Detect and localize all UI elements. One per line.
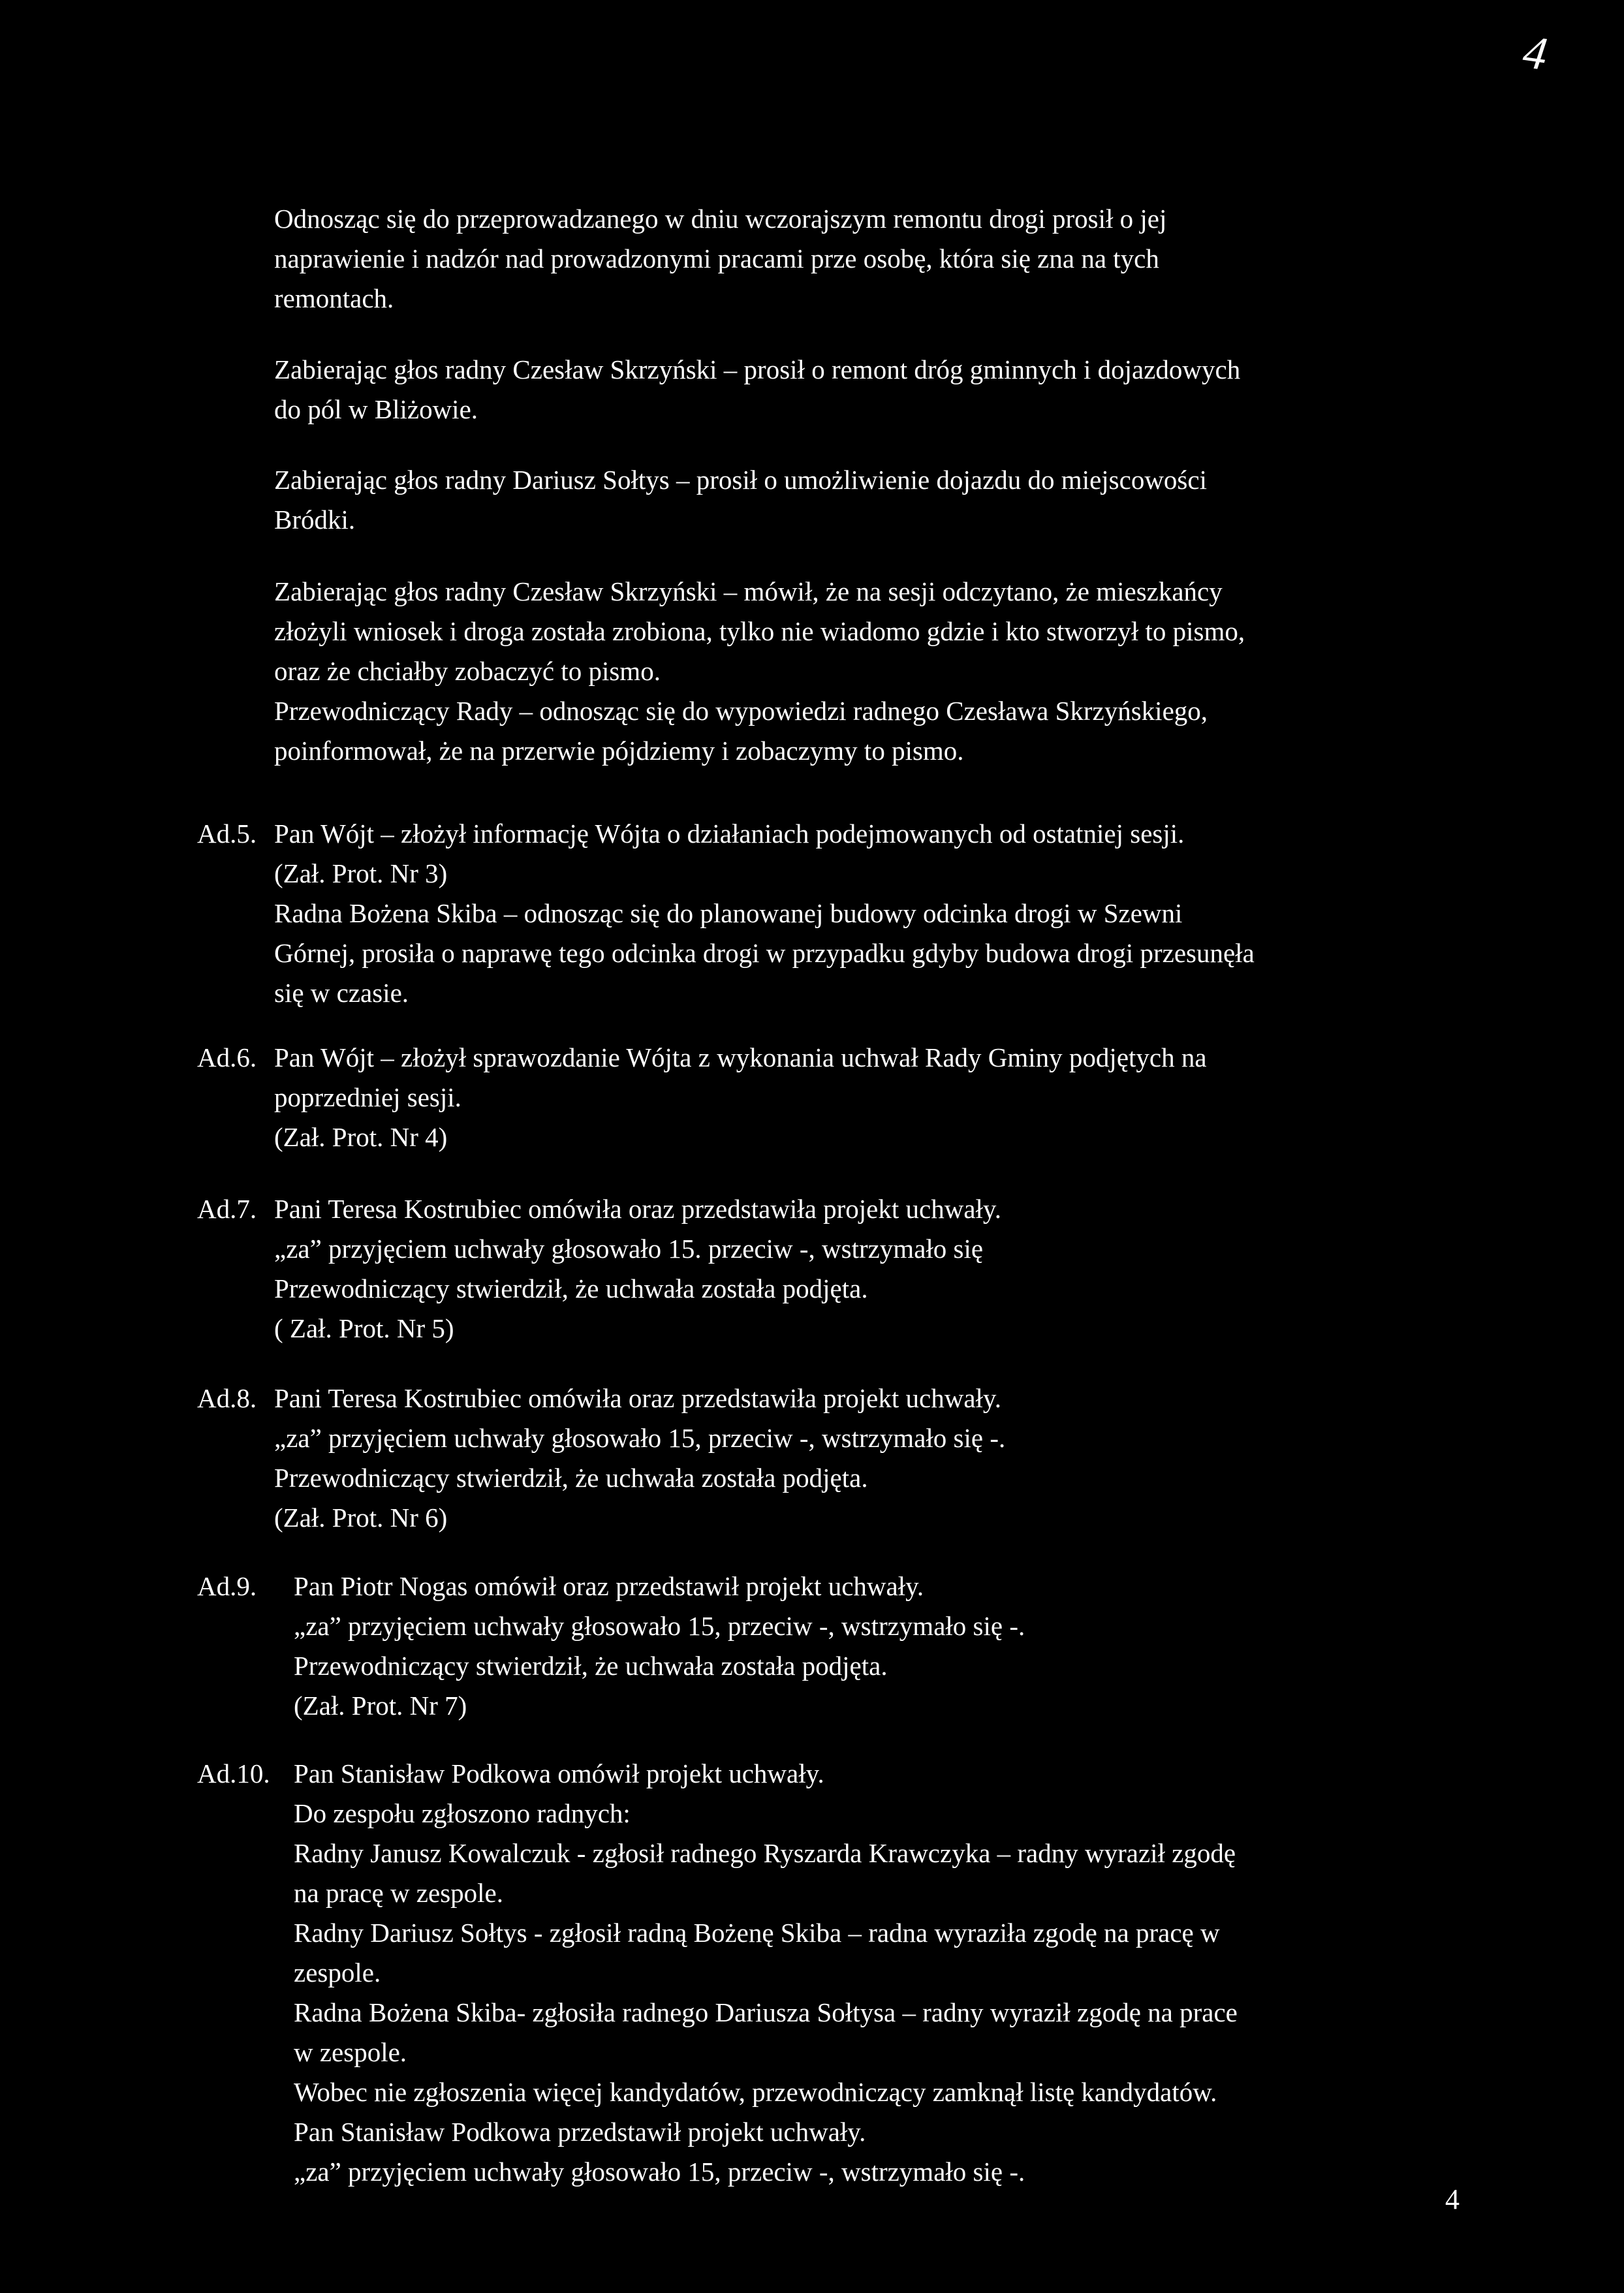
handwritten-page-mark: 4 (1520, 25, 1551, 81)
paragraph-petition-letter: Zabierając głos radny Czesław Skrzyński – mówił, że na sesji odczytano, że mieszkańcy złożyli wniosek i droga została zrobiona, tylko nie wiadomo gdzie i kto stworzył to pismo, oraz że chciałby zobaczyć to pismo. Przewodniczący Rady – odnosząc się do wypowiedzi radnego Czesława Skrzyńskiego, poinformował, że na przerwie pójdziemy i zobaczymy to pismo. (274, 576, 1245, 766)
agenda-item-7 (197, 1189, 1503, 1343)
agenda-text: Pan Wójt – złożył informację Wójta o działaniach podejmowanych od ostatniej sesji. (Zał. Prot. Nr 3) Radna Bożena Skiba – odnosząc się do planowanej budowy odcinka drogi w Szewni Górnej, prosiła o naprawę tego odcinka drogi w przypadku gdyby budowa drogi przesunęła się w czasie. (274, 819, 1255, 1008)
agenda-label: Ad.5. (197, 819, 257, 849)
agenda-item-6 (197, 1038, 1503, 1157)
agenda-text: Pan Stanisław Podkowa omówił projekt uchwały. Do zespołu zgłoszono radnych: Radny Janusz Kowalczuk - zgłosił radnego Ryszarda Krawczyka – radny wyraził zgodę na pracę w zespole. Radny Dariusz Sołtys - zgłosił radną Bożenę Skiba – radna wyraziła zgodę na pracę w zespole. Radna Bożena Skiba- zgłosiła radnego Dariusza Sołtysa – radny wyraził zgodę na prace w zespole. Wobec nie zgłoszenia więcej kandydatów, przewodniczący zamknął listę kandydatów. Pan Stanisław Podkowa przedstawił projekt uchwały. „za” przyjęciem uchwały głosowało 15, przeciw -, wstrzymało się -. (294, 1758, 1238, 2187)
agenda-label: Ad.10. (197, 1758, 270, 1788)
agenda-label: Ad.9. (197, 1571, 257, 1601)
agenda-text: Pan Wójt – złożył sprawozdanie Wójta z wykonania uchwał Rady Gminy podjętych na poprzedniej sesji. (Zał. Prot. Nr 4) (274, 1042, 1207, 1152)
agenda-label: Ad.8. (197, 1383, 257, 1413)
paragraph-blizow-roads: Zabierając głos radny Czesław Skrzyński – prosił o remont dróg gminnych i dojazdowych do pól w Bliżowie. (274, 354, 1241, 424)
agenda-item-10 (197, 1754, 1503, 2187)
agenda-label: Ad.6. (197, 1042, 257, 1072)
agenda-item-9 (197, 1567, 1503, 1721)
agenda-text: Pani Teresa Kostrubiec omówiła oraz przedstawiła projekt uchwały. „za” przyjęciem uchwały głosowało 15. przeciw -, wstrzymało się Przewodniczący stwierdził, że uchwała została podjęta. ( Zał. Prot. Nr 5) (274, 1194, 1002, 1343)
agenda-item-8 (197, 1379, 1503, 1533)
agenda-text: Pan Piotr Nogas omówił oraz przedstawił projekt uchwały. „za” przyjęciem uchwały głosowało 15, przeciw -, wstrzymało się -. Przewodniczący stwierdził, że uchwała została podjęta. (Zał. Prot. Nr 7) (294, 1571, 1025, 1721)
agenda-label: Ad.7. (197, 1194, 257, 1224)
agenda-text: Pani Teresa Kostrubiec omówiła oraz przedstawiła projekt uchwały. „za” przyjęciem uchwały głosowało 15, przeciw -, wstrzymało się -. Przewodniczący stwierdził, że uchwała została podjęta. (Zał. Prot. Nr 6) (274, 1383, 1006, 1533)
paragraph-road-repair: Odnosząc się do przeprowadzanego w dniu wczorajszym remontu drogi prosił o jej naprawienie i nadzór nad prowadzonymi pracami prze osobę, która się zna na tych remontach. (274, 204, 1167, 313)
paragraph-brodki-access: Zabierając głos radny Dariusz Sołtys – prosił o umożliwienie dojazdu do miejscowości Bródki. (274, 465, 1207, 535)
agenda-item-5 (197, 814, 1503, 1008)
page-number: 4 (1445, 2183, 1460, 2215)
